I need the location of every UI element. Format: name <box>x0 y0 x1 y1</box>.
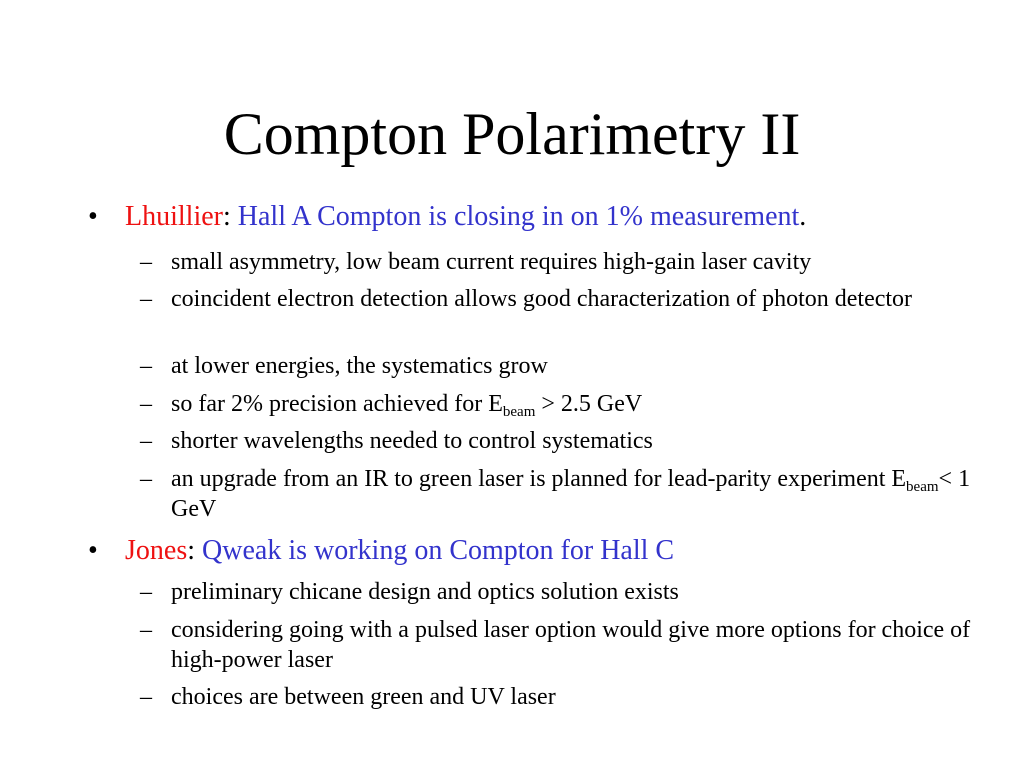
bullet-marker: • <box>88 201 98 232</box>
sub-marker: – <box>140 684 152 710</box>
speaker-colon: : <box>222 201 231 232</box>
sub-marker: – <box>140 579 152 605</box>
sub-marker: – <box>140 466 152 492</box>
bullet-headline: Hall A Compton is closing in on 1% measurement <box>237 201 800 232</box>
bullet-text <box>125 534 674 568</box>
list-item-text: considering going with a pulsed laser option would give more options for choice of high-power laser <box>171 617 971 673</box>
sub-marker: – <box>140 353 152 379</box>
list-item-text: preliminary chicane design and optics solution exists <box>171 579 679 605</box>
speaker-name: Lhuillier <box>125 201 223 232</box>
subscript-beam: beam <box>906 479 939 495</box>
list-item-text: shorter wavelengths needed to control systematics <box>171 428 653 454</box>
list-item-text: small asymmetry, low beam current requires high-gain laser cavity <box>171 249 812 275</box>
list-item-text: at lower energies, the systematics grow <box>171 353 548 379</box>
sub-marker: – <box>140 249 152 275</box>
sub-marker: – <box>140 286 152 312</box>
bullet-marker: • <box>88 535 98 566</box>
sub-marker: – <box>140 428 152 454</box>
text-before: an upgrade from an IR to green laser is planned for lead-parity experiment E <box>171 466 907 492</box>
slide-title: Compton Polarimetry II <box>223 101 801 167</box>
text-before: so far 2% precision achieved for E <box>171 391 503 417</box>
list-item-text <box>171 464 981 524</box>
bullet-end: . <box>799 201 807 232</box>
sub-marker: – <box>140 391 152 417</box>
text-after: < 1 GeV <box>171 466 971 522</box>
subscript-beam: beam <box>502 404 536 420</box>
speaker-colon: : <box>187 535 196 566</box>
list-item-text: choices are between green and UV laser <box>171 684 556 710</box>
bullet-headline: Qweak is working on Compton for Hall C <box>202 535 675 566</box>
text-after: > 2.5 GeV <box>535 391 643 417</box>
bullet-text <box>125 200 806 234</box>
sub-marker: – <box>140 617 152 643</box>
list-item-text <box>171 389 981 419</box>
speaker-name: Jones <box>125 535 188 566</box>
list-item-text: coincident electron detection allows good characterization of photon detector <box>171 286 913 312</box>
